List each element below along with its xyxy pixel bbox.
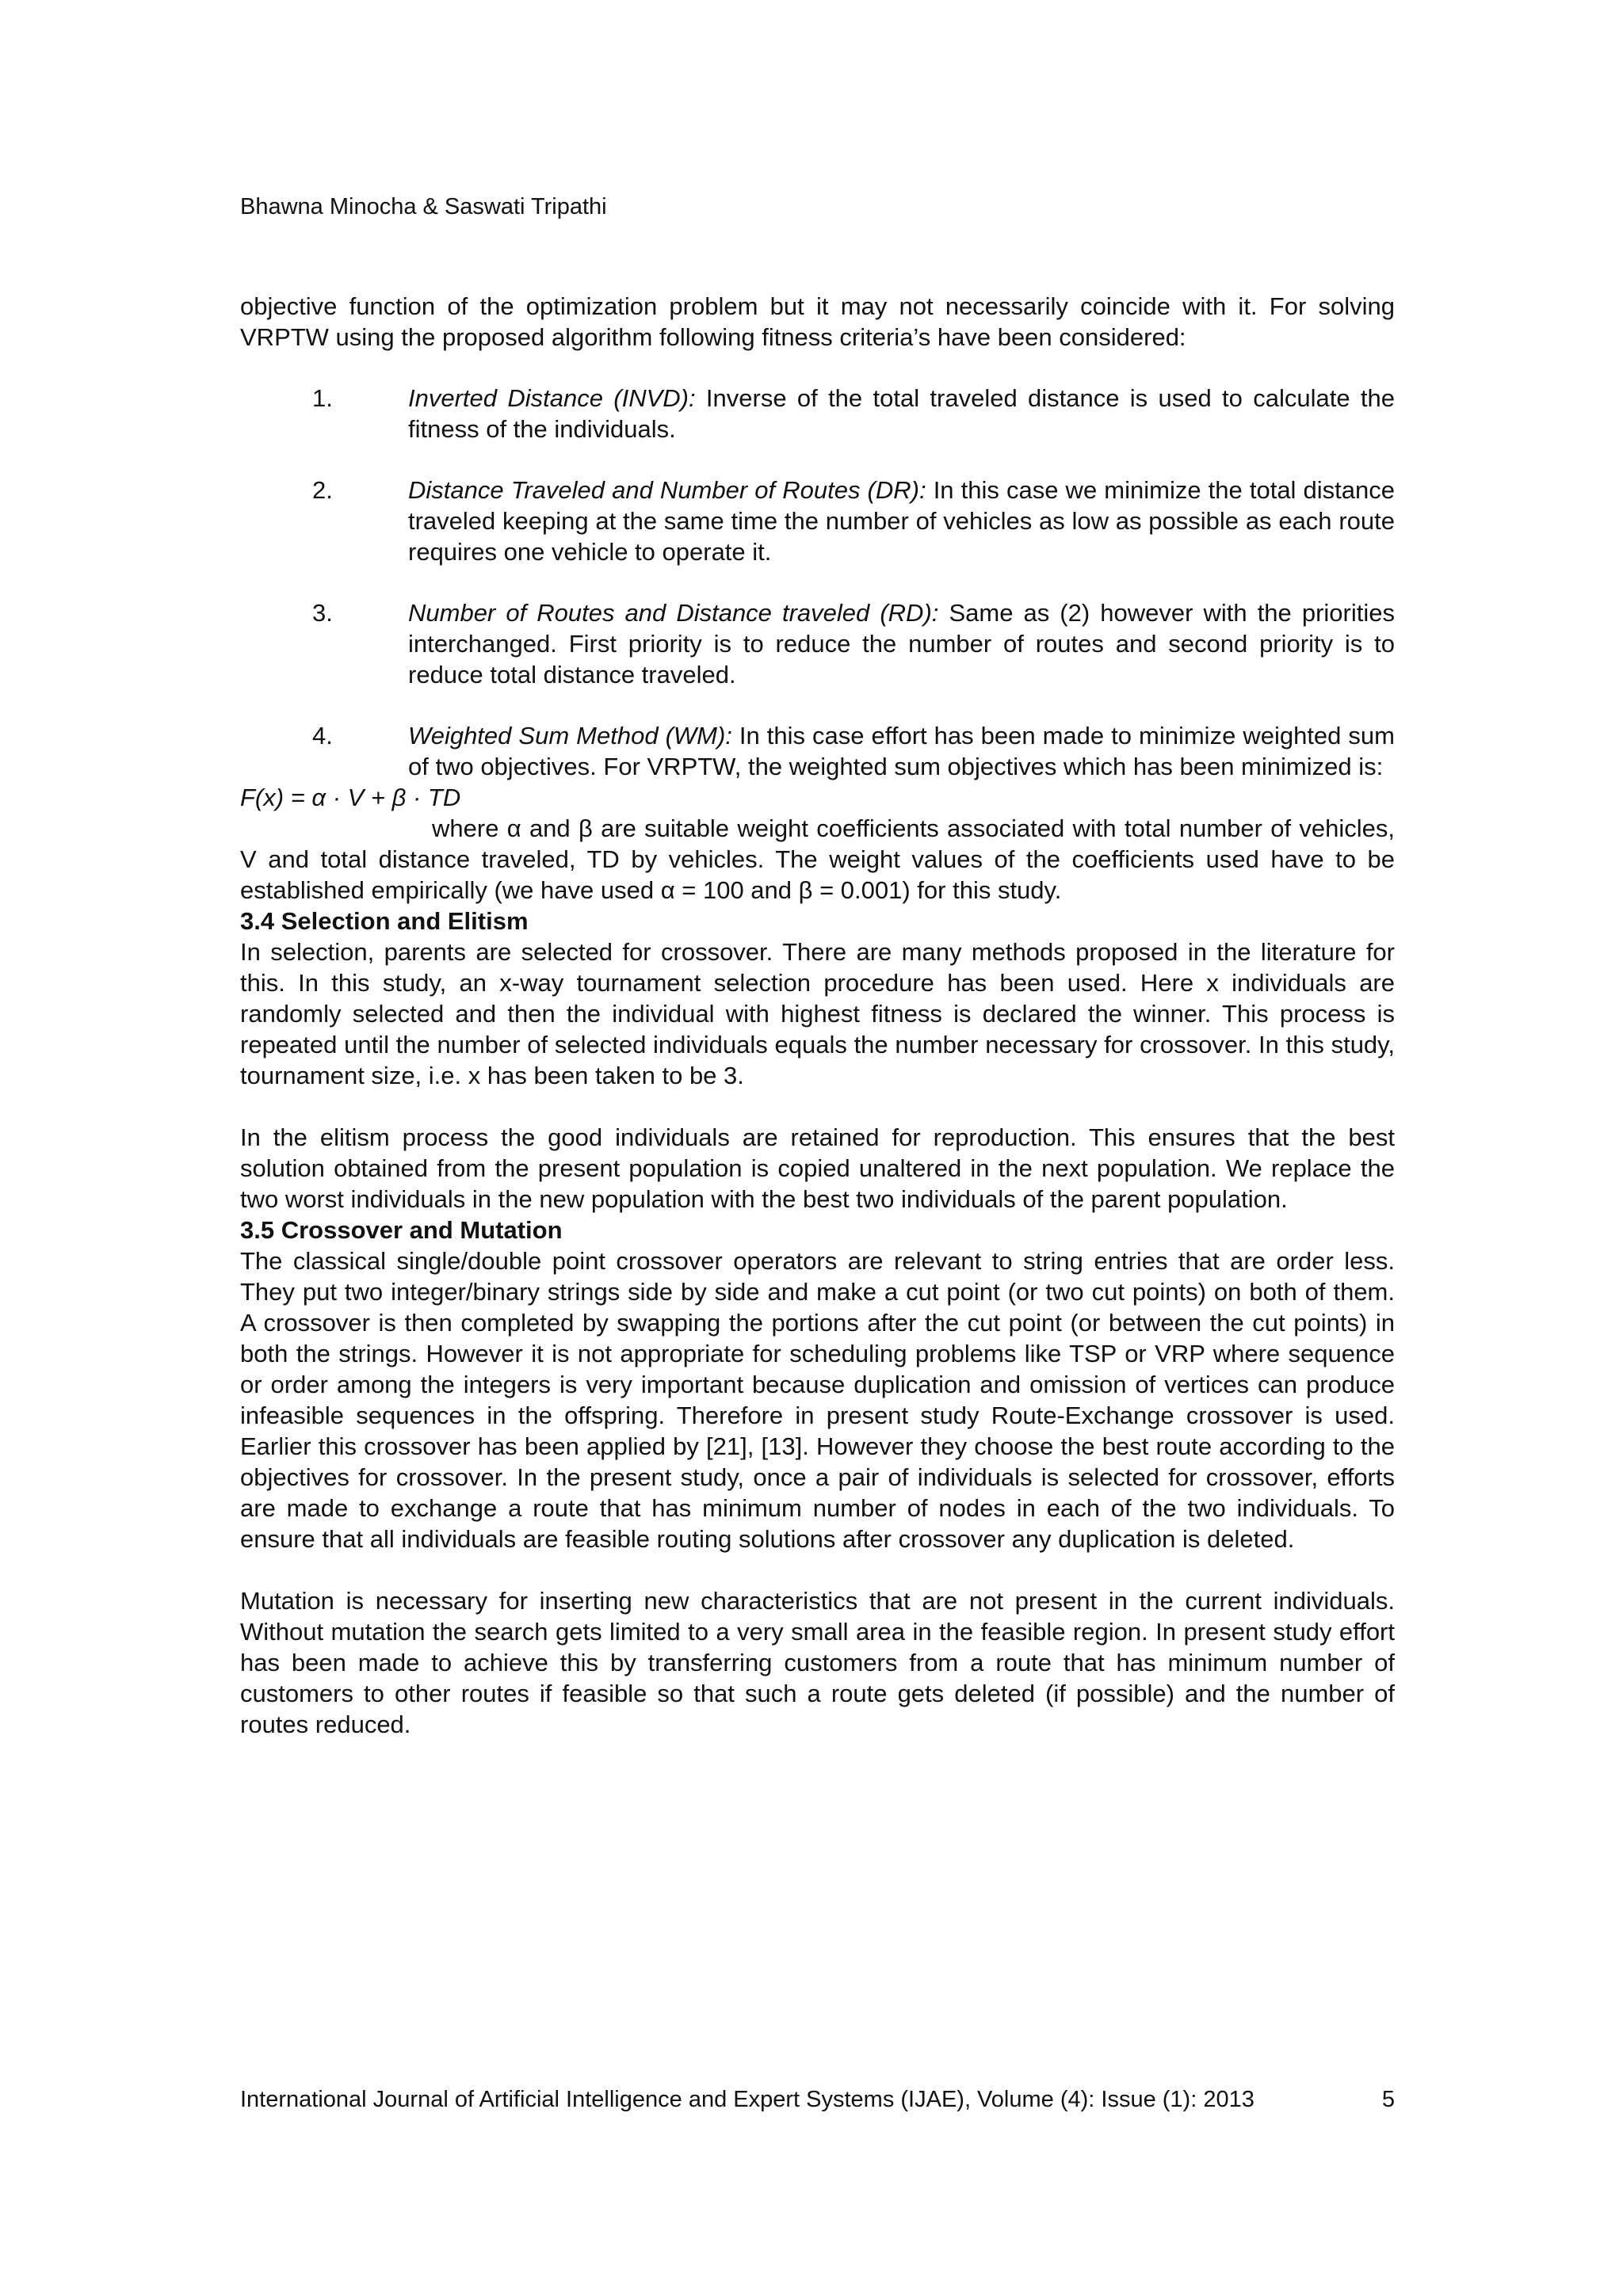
criterion-text: Same as (2) however with the priorities interchanged. First priority is to reduce the number of routes and second priority is to reduce total distance traveled. [408,599,1395,688]
section-3-4-paragraph: In the elitism process the good individuals are retained for reproduction. This ensures that the best solution obtained from the present population is copied unaltered in the next population. We replace the two worst individuals in the new population with the best two individuals of the parent population. [240,1123,1395,1213]
criterion-item [240,383,1395,444]
criterion-item [240,475,1395,567]
criterion-body [408,383,1395,444]
fitness-criteria-list [240,383,1395,782]
criterion-term: Number of Routes and Distance traveled (RD): [408,599,939,627]
criterion-term: Weighted Sum Method (WM): [408,722,732,749]
criterion-number: 1. [312,384,333,412]
intro-paragraph: objective function of the optimization problem but it may not necessarily coincide with it. For solving VRPTW using the proposed algorithm following fitness criteria’s have been considered: [240,292,1395,351]
criterion-number: 2. [312,476,333,504]
section-heading-3-4: 3.4 Selection and Elitism [240,907,529,935]
criterion-body [408,597,1395,690]
criterion-body [408,475,1395,567]
section-3-4-paragraph: In selection, parents are selected for crossover. There are many methods proposed in the literature for this. In this study, an x-way tournament selection procedure has been used. Here x individuals are randomly selected and then the individual with highest fitness is declared the winner. This process is repeated until the number of selected individuals equals the number necessary for crossover. In this study, tournament size, i.e. x has been taken to be 3. [240,938,1395,1089]
section-heading-3-5: 3.5 Crossover and Mutation [240,1216,563,1244]
criterion-number: 4. [312,722,333,749]
where-paragraph: where α and β are suitable weight coefficients associated with total number of vehicles, V and total distance traveled, TD by vehicles. The weight values of the coefficients used have to be established empirically (we have used α = 100 and β = 0.001) for this study. [240,814,1395,904]
page-number: 5 [1381,2087,1395,2112]
criterion-term: Inverted Distance (INVD): [408,384,696,412]
section-3-5-paragraph: Mutation is necessary for inserting new characteristics that are not present in the current individuals. Without mutation the search gets limited to a very small area in the feasible region. In present study effort has been made to achieve this by transferring customers from a route that has minimum number of customers to other routes if feasible so that such a route gets deleted (if possible) and the number of routes reduced. [240,1587,1395,1738]
criterion-text: In this case effort has been made to minimize weighted sum of two objectives. For VRPTW, the weighted sum objectives which has been minimized is: [408,722,1395,780]
weighted-sum-formula: F(x) = α · V + β · TD [240,784,461,811]
criterion-item [240,720,1395,782]
criterion-number: 3. [312,599,333,627]
running-head-authors: Bhawna Minocha & Saswati Tripathi [240,194,607,219]
main-content [240,291,1395,1740]
criterion-text: In this case we minimize the total distance traveled keeping at the same time the number of vehicles as low as possible as each route requires one vehicle to operate it. [408,476,1396,566]
criterion-term: Distance Traveled and Number of Routes (DR): [408,476,926,504]
footer-journal-citation: International Journal of Artificial Intelligence and Expert Systems (IJAE), Volume (4): Issue (1): 2013 [240,2087,1254,2112]
criterion-item [240,597,1395,690]
criterion-text: Inverse of the total traveled distance is used to calculate the fitness of the individuals. [408,384,1395,443]
criterion-body [408,720,1395,782]
section-3-5-paragraph: The classical single/double point crossover operators are relevant to string entries that are order less. They put two integer/binary strings side by side and make a cut point (or two cut points) on both of them. A crossover is then completed by swapping the portions after the cut point (or between the cut points) in both the strings. However it is not appropriate for scheduling problems like TSP or VRP where sequence or order among the integers is very important because duplication and omission of vertices can produce infeasible sequences in the offspring. Therefore in present study Route-Exchange crossover is used. Earlier this crossover has been applied by [21], [13]. However they choose the best route according to the objectives for crossover. In the present study, once a pair of individuals is selected for crossover, efforts are made to exchange a route that has minimum number of nodes in each of the two individuals. To ensure that all individuals are feasible routing solutions after crossover any duplication is deleted. [240,1247,1395,1553]
